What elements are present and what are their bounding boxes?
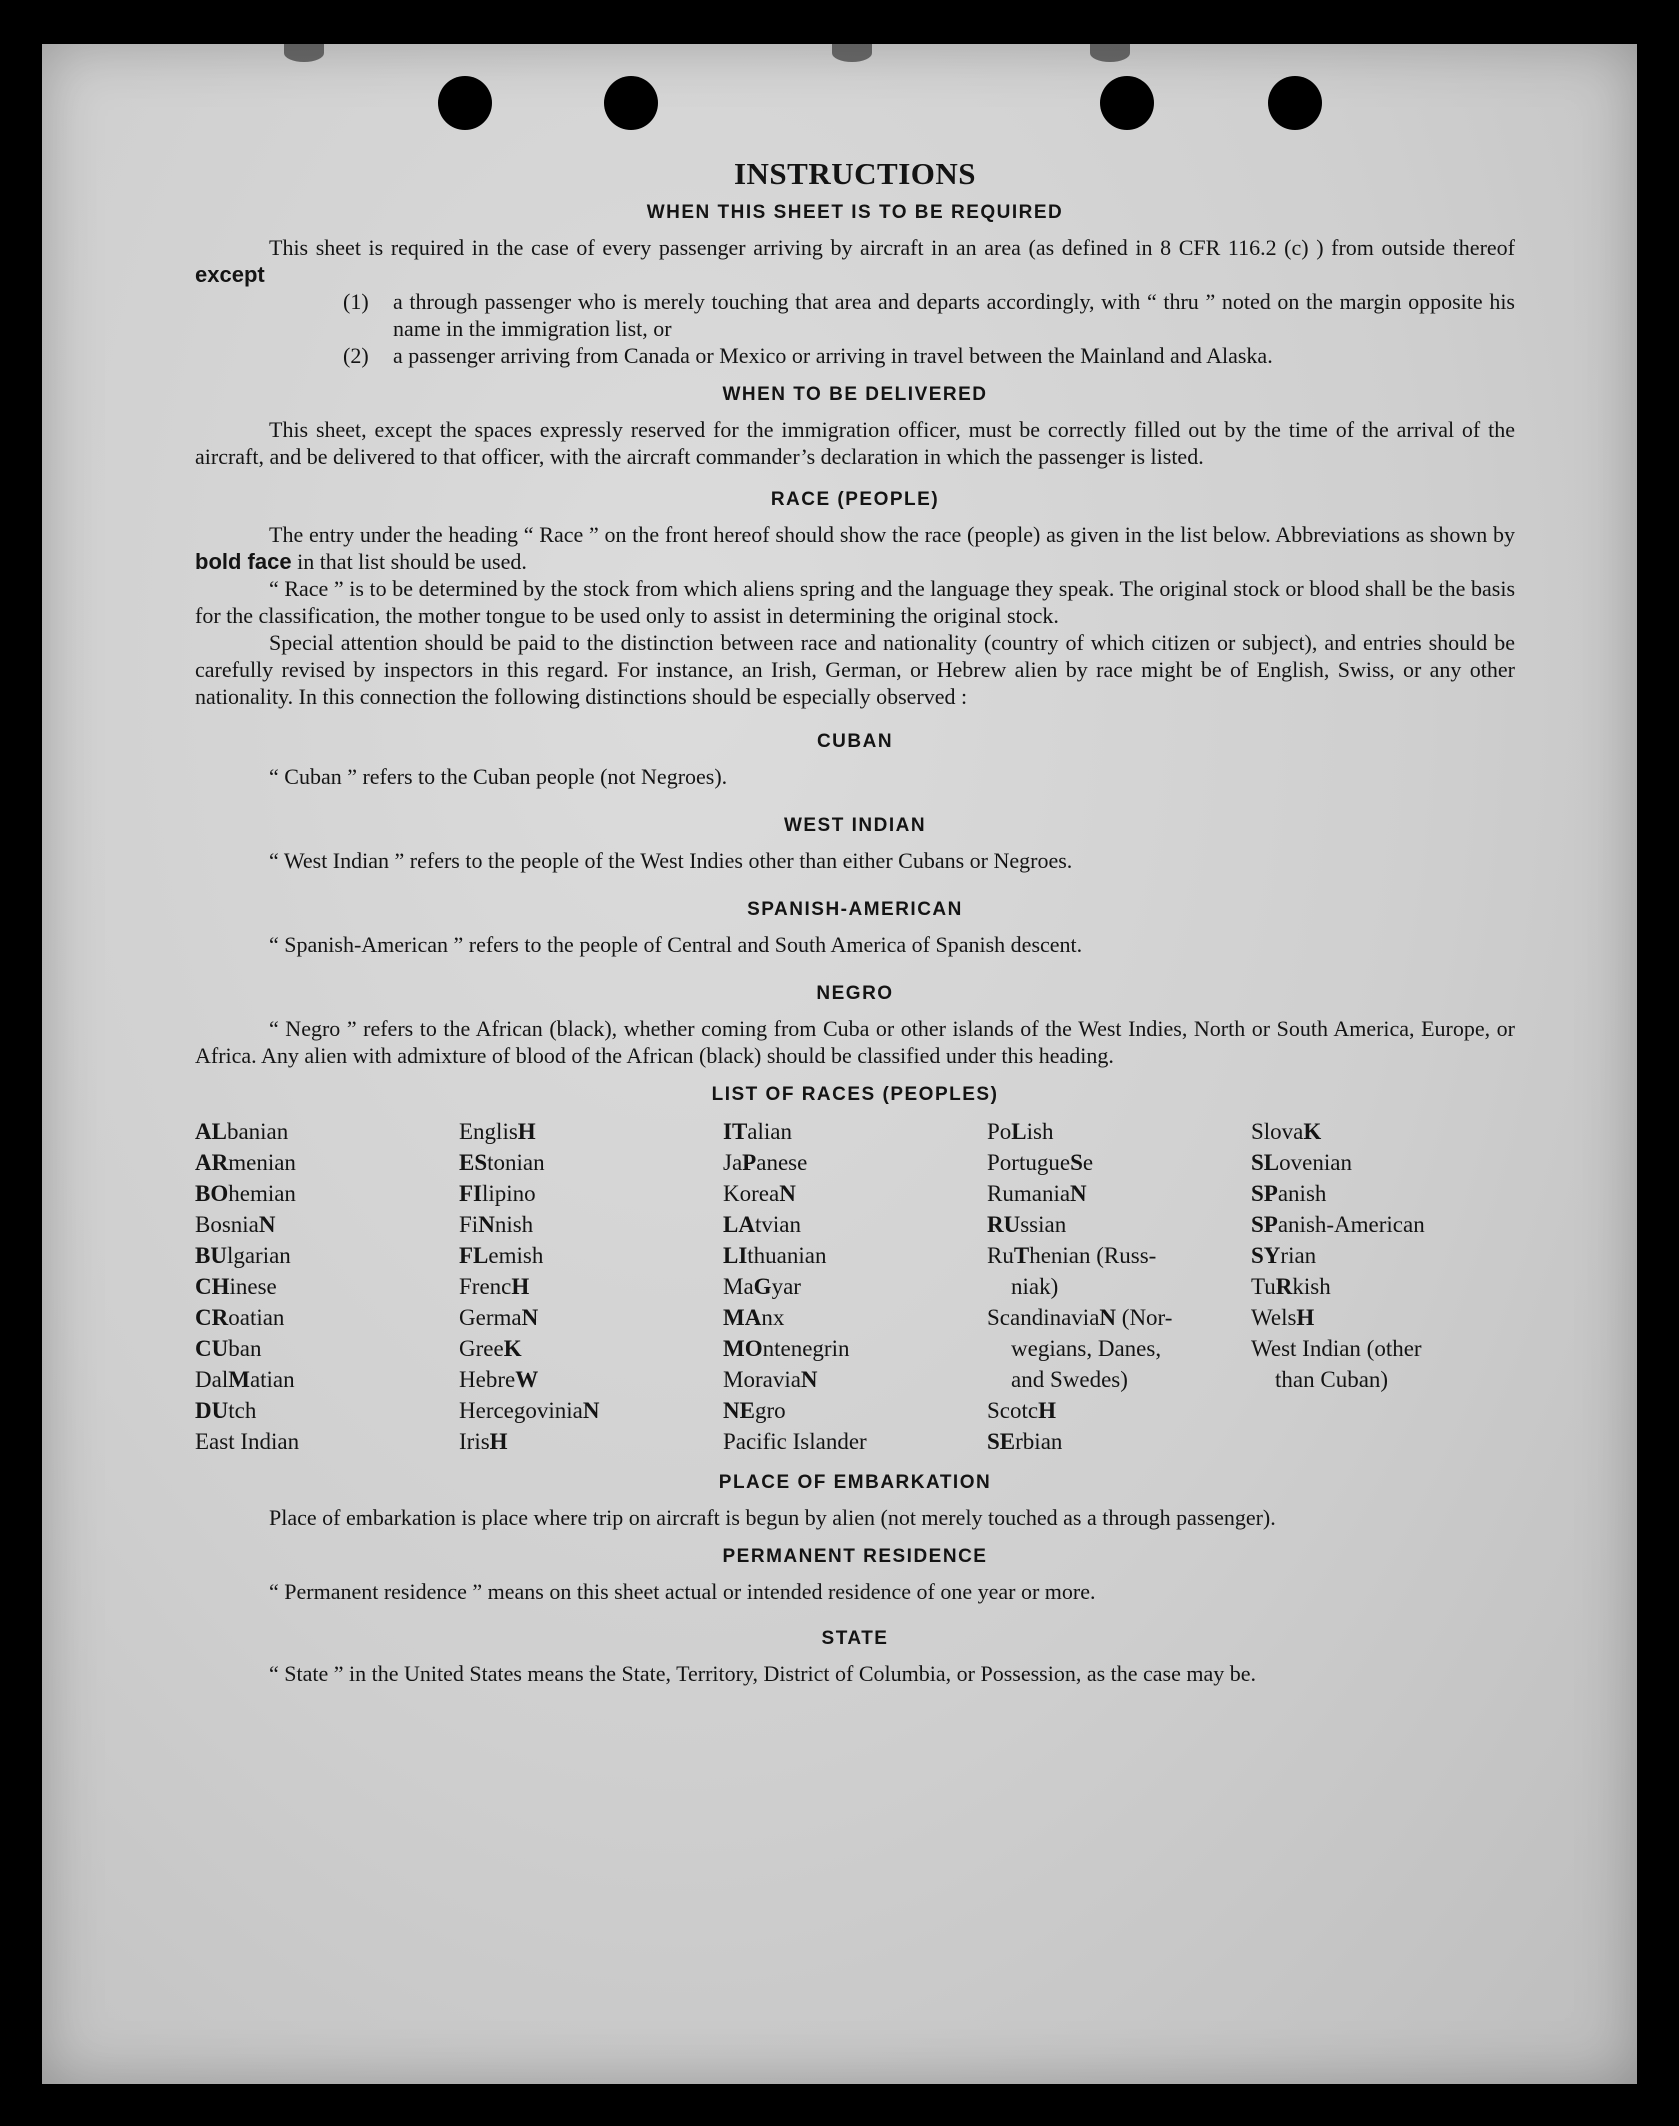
race-entry: HercegoviniaN: [459, 1398, 600, 1423]
race-entry: LIthuanian: [723, 1243, 827, 1268]
race-entry: GermaN: [459, 1305, 539, 1330]
state-text: “ State ” in the United States means the State, Territory, District of Columbia, or Possession, as the case may be.: [269, 1661, 1257, 1686]
race-entry: wegians, Danes,: [1011, 1336, 1162, 1361]
race-entry: LAtvian: [723, 1212, 801, 1237]
race-entry: Pacific Islander: [723, 1429, 867, 1454]
paper-tear-1: [284, 44, 324, 62]
punch-hole-2: [604, 76, 658, 130]
race-entry: SLovenian: [1251, 1150, 1352, 1175]
race-entry: and Swedes): [1011, 1367, 1128, 1392]
page-title: INSTRUCTIONS: [733, 156, 976, 191]
race-entry: RuThenian (Russ-: [987, 1243, 1157, 1268]
race-entry: FrencH: [459, 1274, 530, 1299]
race-entry: ScandinaviaN (Nor-: [987, 1305, 1173, 1330]
heading-cuban: CUBAN: [816, 731, 894, 752]
race-paragraph-3: Special attention should be paid to the distinction between race and nationality (country of which citizen or subject), and entries should be carefully revised by inspectors in this regard. For instance, an Irish, German, or Hebrew alien by race might be of English, Swiss, or any other nationality. In this connection the following distinctions should be especially observed :: [195, 630, 1515, 709]
race-entry: IrisH: [459, 1429, 508, 1454]
instructions-content: [195, 156, 1515, 1687]
race-entry: CRoatian: [195, 1305, 285, 1330]
race-entry: niak): [1011, 1274, 1059, 1299]
heading-embarkation: PLACE OF EMBARKATION: [718, 1472, 992, 1493]
race-entry: RUssian: [987, 1212, 1067, 1237]
race-entry: GreeK: [459, 1336, 522, 1361]
races-list: [195, 1116, 1515, 1457]
race-entry: CUban: [195, 1336, 262, 1361]
spanish-american-text: “ Spanish-American ” refers to the people of Central and South America of Spanish descent.: [269, 932, 1083, 957]
punch-hole-1: [438, 76, 492, 130]
race-entry: SPanish: [1251, 1181, 1327, 1206]
race-entry: DalMatian: [195, 1367, 295, 1392]
race-column-4: [987, 1116, 1251, 1457]
race-entry: FLemish: [459, 1243, 544, 1268]
race-entry: MAnx: [723, 1305, 785, 1330]
heading-west-indian: WEST INDIAN: [783, 815, 927, 836]
heading-residence: PERMANENT RESIDENCE: [722, 1546, 988, 1567]
race-column-1: [195, 1116, 459, 1457]
race-entry: West Indian (other: [1251, 1336, 1422, 1361]
residence-text: “ Permanent residence ” means on this sheet actual or intended residence of one year or more.: [269, 1579, 1096, 1604]
heading-required: WHEN THIS SHEET IS TO BE REQUIRED: [646, 202, 1064, 223]
race-entry: PoLish: [987, 1119, 1054, 1144]
heading-delivered: WHEN TO BE DELIVERED: [722, 384, 988, 405]
race-entry: KoreaN: [723, 1181, 796, 1206]
race-entry: BUlgarian: [195, 1243, 291, 1268]
race-entry: MOntenegrin: [723, 1336, 850, 1361]
race-entry: PortugueSe: [987, 1150, 1094, 1175]
cuban-text: “ Cuban ” refers to the Cuban people (not Negroes).: [269, 764, 728, 789]
race-entry: HebreW: [459, 1367, 539, 1392]
race-entry: MoraviaN: [723, 1367, 818, 1392]
race-entry: East Indian: [195, 1429, 300, 1454]
race-entry: TuRkish: [1251, 1274, 1331, 1299]
race-entry: MaGyar: [723, 1274, 801, 1299]
race-entry: ITalian: [723, 1119, 792, 1144]
race-entry: SErbian: [987, 1429, 1063, 1454]
heading-state: STATE: [821, 1628, 889, 1649]
embarkation-text: Place of embarkation is place where trip on aircraft is begun by alien (not merely touched as a through passenger).: [269, 1505, 1276, 1530]
west-indian-text: “ West Indian ” refers to the people of the West Indies other than either Cubans or Negroes.: [269, 848, 1073, 873]
race-entry: CHinese: [195, 1274, 277, 1299]
race-column-2: [459, 1116, 723, 1457]
race-entry: NEgro: [723, 1398, 786, 1423]
race-entry: JaPanese: [723, 1150, 808, 1175]
heading-race: RACE (PEOPLE): [770, 489, 940, 510]
race-entry: WelsH: [1251, 1305, 1315, 1330]
delivered-text: This sheet, except the spaces expressly reserved for the immigration officer, must be correctly filled out by the time of the arrival of the aircraft, and be delivered to that officer, with the aircraft commander’s declaration in which the passenger is listed.: [195, 417, 1515, 469]
punch-hole-3: [1100, 76, 1154, 130]
required-intro: This sheet is required in the case of every passenger arriving by aircraft in an area (as defined in 8 CFR 116.2 (c) ) from outside thereof except: [195, 235, 1515, 287]
race-paragraph-1: The entry under the heading “ Race ” on the front hereof should show the race (people) as given in the list below. Abbreviations as shown by bold face in that list should be used.: [195, 522, 1515, 574]
race-entry: SlovaK: [1251, 1119, 1322, 1144]
race-entry: ALbanian: [195, 1119, 289, 1144]
race-entry: ScotcH: [987, 1398, 1056, 1423]
race-entry: RumaniaN: [987, 1181, 1087, 1206]
exception-item-1: (1) a through passenger who is merely touching that area and departs accordingly, with “ thru ” noted on the margin opposite his name in the immigration list, or: [343, 289, 1515, 341]
paper-tear-3: [1090, 44, 1130, 62]
exception-item-2: (2) a passenger arriving from Canada or Mexico or arriving in travel between the Mainland and Alaska.: [343, 343, 1273, 368]
race-entry: SPanish-American: [1251, 1212, 1425, 1237]
document-page: [42, 44, 1637, 2084]
race-entry: FiNnish: [459, 1212, 534, 1237]
race-entry: EnglisH: [459, 1119, 536, 1144]
race-paragraph-2: “ Race ” is to be determined by the stock from which aliens spring and the language they speak. The original stock or blood shall be the basis for the classification, the mother tongue to be used only to assist in determining the original stock.: [195, 576, 1515, 628]
negro-text: “ Negro ” refers to the African (black), whether coming from Cuba or other islands of the West Indies, North or South America, Europe, or Africa. Any alien with admixture of blood of the African (black) should be classified under this heading.: [195, 1016, 1515, 1068]
race-entry: FIlipino: [459, 1181, 536, 1206]
heading-negro: NEGRO: [816, 983, 894, 1004]
heading-races-list: LIST OF RACES (PEOPLES): [711, 1084, 999, 1105]
race-entry: than Cuban): [1275, 1367, 1389, 1392]
race-entry: DUtch: [195, 1398, 257, 1423]
paper-tear-2: [832, 44, 872, 62]
punch-hole-4: [1268, 76, 1322, 130]
race-entry: EStonian: [459, 1150, 545, 1175]
race-column-3: [723, 1116, 987, 1457]
heading-spanish-american: SPANISH-AMERICAN: [747, 899, 963, 920]
race-entry: ARmenian: [195, 1150, 296, 1175]
race-column-5: [1251, 1116, 1515, 1457]
race-entry: BOhemian: [195, 1181, 296, 1206]
except-word: except: [195, 262, 265, 287]
race-entry: BosniaN: [195, 1212, 276, 1237]
race-entry: SYrian: [1251, 1243, 1317, 1268]
